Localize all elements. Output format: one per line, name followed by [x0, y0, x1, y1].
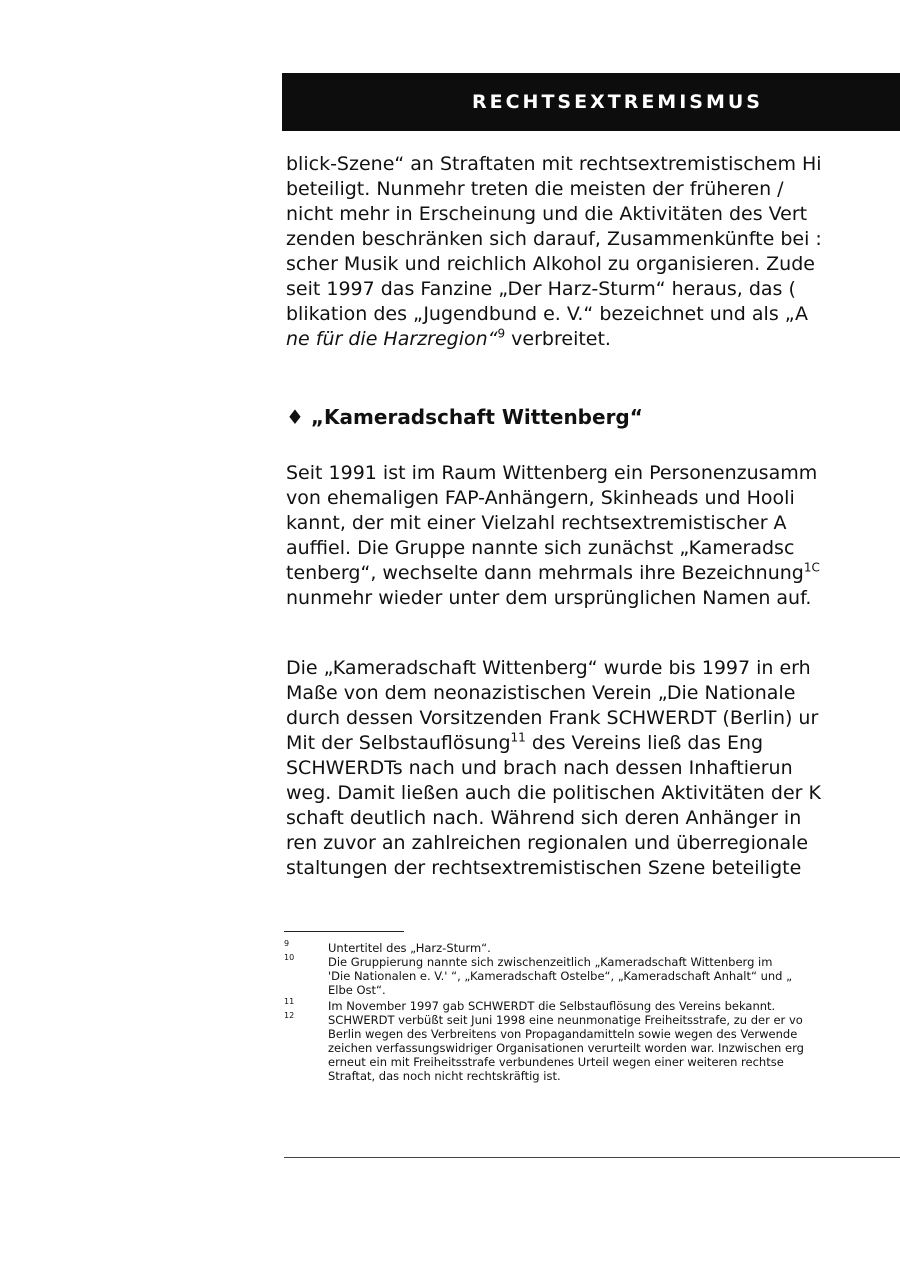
text-span: Mit der Selbstauflösung — [286, 732, 511, 754]
footnote-10 — [284, 955, 900, 997]
page-bottom-rule — [284, 1157, 900, 1158]
footnote-number: 9 — [284, 939, 290, 948]
text-line: Maße von dem neonazistischen Verein „Die Nationale — [286, 682, 796, 704]
footnote-line: erneut ein mit Freiheitsstrafe verbundenes Urteil wegen einer weiteren rechtse — [328, 1055, 784, 1069]
text-line: von ehemaligen FAP-Anhängern, Skinheads und Hooli — [286, 487, 795, 509]
paragraph-3 — [286, 656, 900, 881]
footnote-line: Die Gruppierung nannte sich zwischenzeitlich „Kameradschaft Wittenberg im — [328, 955, 773, 969]
text-line: Seit 1991 ist im Raum Wittenberg ein Personenzusamm — [286, 462, 818, 484]
text-line: nunmehr wieder unter dem ursprünglichen Namen auf. — [286, 587, 812, 609]
text-line: SCHWERDTs nach und brach nach dessen Inhaftierun — [286, 757, 793, 779]
text-line: blikation des „Jugendbund e. V.“ bezeichnet und als „A — [286, 303, 808, 325]
section-heading — [286, 405, 643, 429]
text-span: des Vereins ließ das Eng — [525, 732, 764, 754]
text-line: scher Musik und reichlich Alkohol zu organisieren. Zude — [286, 253, 815, 275]
footnote-line: 'Die Nationalen e. V.' “, „Kameradschaft Ostelbe“, „Kameradschaft Anhalt“ und „ — [328, 969, 793, 983]
text-span: verbreitet. — [505, 328, 611, 350]
text-line: durch dessen Vorsitzenden Frank SCHWERDT (Berlin) ur — [286, 707, 819, 729]
text-line: kannt, der mit einer Vielzahl rechtsextremistischer A — [286, 512, 787, 534]
footnote-divider — [284, 931, 404, 932]
footnote-line: Untertitel des „Harz-Sturm“. — [328, 941, 491, 955]
text-span: tenberg“, wechselte dann mehrmals ihre Bezeichnung — [286, 562, 804, 584]
text-line: weg. Damit ließen auch die politischen Aktivitäten der K — [286, 782, 821, 804]
section-header-bar — [282, 73, 900, 131]
text-line: zenden beschränken sich darauf, Zusammenkünfte bei : — [286, 228, 822, 250]
text-line: auffiel. Die Gruppe nannte sich zunächst „Kameradsc — [286, 537, 795, 559]
footnote-9 — [284, 941, 900, 955]
footnote-ref: 9 — [497, 326, 506, 341]
paragraph-2 — [286, 461, 900, 611]
text-line — [286, 561, 900, 586]
text-line — [286, 731, 900, 756]
footnote-line: SCHWERDT verbüßt seit Juni 1998 eine neunmonatige Freiheitsstrafe, zu der er vo — [328, 1013, 803, 1027]
footnote-line: zeichen verfassungswidriger Organisationen verurteilt worden war. Inzwischen erg — [328, 1041, 804, 1055]
footnotes — [284, 941, 900, 1083]
footnote-line: Elbe Ost“. — [328, 983, 386, 997]
text-line: Die „Kameradschaft Wittenberg“ wurde bis 1997 in erh — [286, 657, 811, 679]
heading-text: „Kameradschaft Wittenberg“ — [310, 405, 643, 429]
text-line: ren zuvor an zahlreichen regionalen und überregionale — [286, 832, 809, 854]
footnote-number: 10 — [284, 953, 295, 962]
text-line: seit 1997 das Fanzine „Der Harz-Sturm“ heraus, das ( — [286, 278, 796, 300]
text-line: nicht mehr in Erscheinung und die Aktivitäten des Vert — [286, 203, 808, 225]
footnote-12 — [284, 1013, 900, 1083]
footnote-line: Berlin wegen des Verbreitens von Propagandamitteln sowie wegen des Verwende — [328, 1027, 798, 1041]
italic-quote: ne für die Harzregion“ — [286, 328, 498, 350]
text-line: staltungen der rechtsextremistischen Szene beteiligte — [286, 857, 802, 879]
diamond-bullet-icon: ♦ — [286, 405, 304, 429]
paragraph-1 — [286, 152, 900, 352]
section-title: RECHTSEXTREMISMUS — [472, 91, 763, 113]
footnote-ref: 1C — [803, 560, 820, 575]
text-line: blick-Szene“ an Straftaten mit rechtsextremistischem Hi — [286, 153, 822, 175]
footnote-number: 11 — [284, 997, 295, 1006]
footnote-number: 12 — [284, 1011, 295, 1020]
footnote-11 — [284, 999, 900, 1013]
text-line: schaft deutlich nach. Während sich deren Anhänger in — [286, 807, 802, 829]
text-line — [286, 327, 900, 352]
footnote-ref: 11 — [510, 730, 526, 745]
text-line: beteiligt. Nunmehr treten die meisten der früheren / — [286, 178, 784, 200]
footnote-line: Im November 1997 gab SCHWERDT die Selbstauflösung des Vereins bekannt. — [328, 999, 776, 1013]
footnote-line: Straftat, das noch nicht rechtskräftig ist. — [328, 1069, 561, 1083]
